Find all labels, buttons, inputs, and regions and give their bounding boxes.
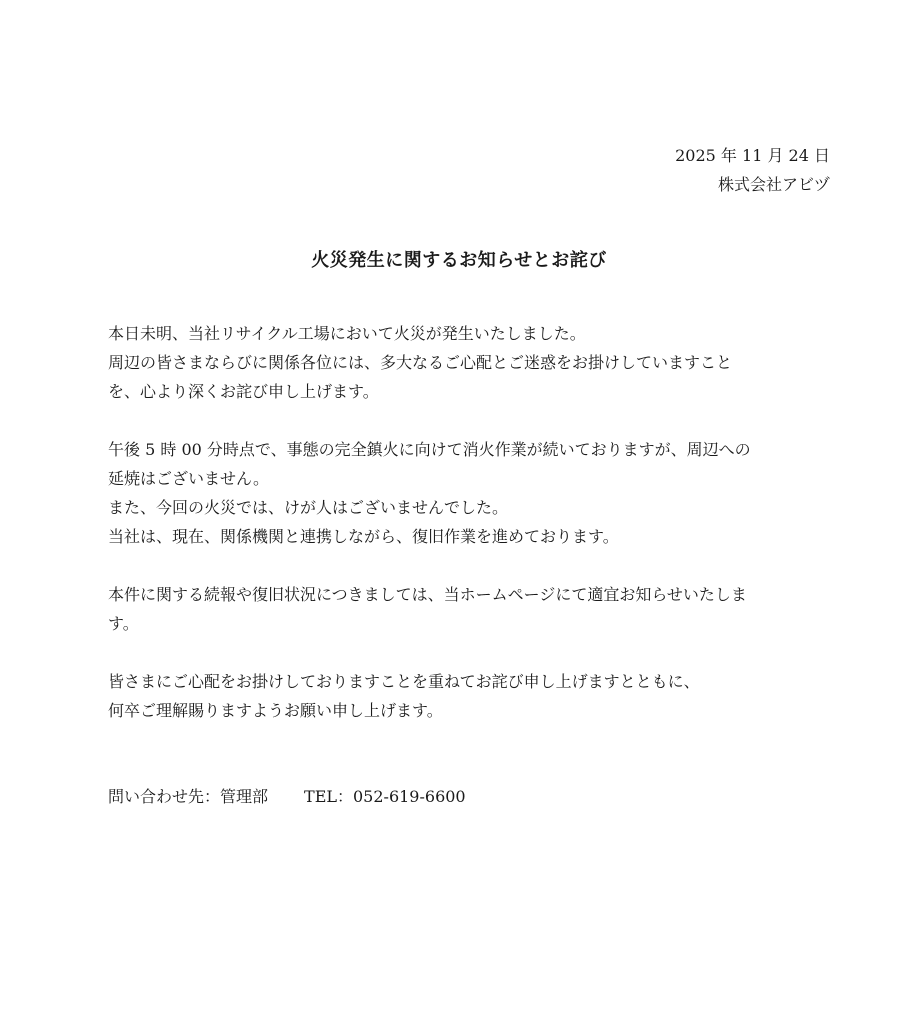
text-line: 当社は、現在、関係機関と連携しながら、復旧作業を進めております。 — [108, 527, 619, 546]
text-line: 午後 5 時 00 分時点で、事態の完全鎮火に向けて消火作業が続いておりますが、周辺への — [108, 440, 751, 459]
notice-body — [108, 319, 828, 754]
text-line: 皆さまにご心配をお掛けしておりますことを重ねてお詫び申し上げますとともに、 — [108, 672, 700, 691]
paragraph-incident — [108, 319, 828, 406]
notice-date: 2025 年 11 月 24 日 — [675, 146, 830, 165]
paragraph-status — [108, 435, 828, 551]
paragraph-apology — [108, 667, 828, 725]
company-name: 株式会社アビヅ — [717, 175, 830, 194]
paragraph-updates — [108, 580, 828, 638]
text-line: 本件に関する続報や復旧状況につきましては、当ホームページにて適宜お知らせいたしま — [108, 585, 747, 604]
text-line: を、心より深くお詫び申し上げます。 — [108, 382, 379, 401]
text-line: また、今回の火災では、けが人はございませんでした。 — [108, 498, 509, 517]
header-meta — [675, 141, 830, 199]
text-line: 周辺の皆さまならびに関係各位には、多大なるご心配とご迷惑をお掛けしていますこと — [108, 353, 733, 372]
text-line: 本日未明、当社リサイクル工場において火災が発生いたしました。 — [108, 324, 586, 343]
notice-title: 火災発生に関するお知らせとお詫び — [311, 250, 607, 271]
contact-department: 問い合わせ先：管理部 — [108, 787, 269, 806]
text-line: 何卒ご理解賜りますようお願い申し上げます。 — [108, 701, 443, 720]
text-line: 延焼はございません。 — [108, 469, 269, 488]
contact-info — [108, 782, 466, 811]
text-line: す。 — [108, 614, 139, 633]
contact-phone: TEL：052-619-6600 — [304, 787, 466, 806]
